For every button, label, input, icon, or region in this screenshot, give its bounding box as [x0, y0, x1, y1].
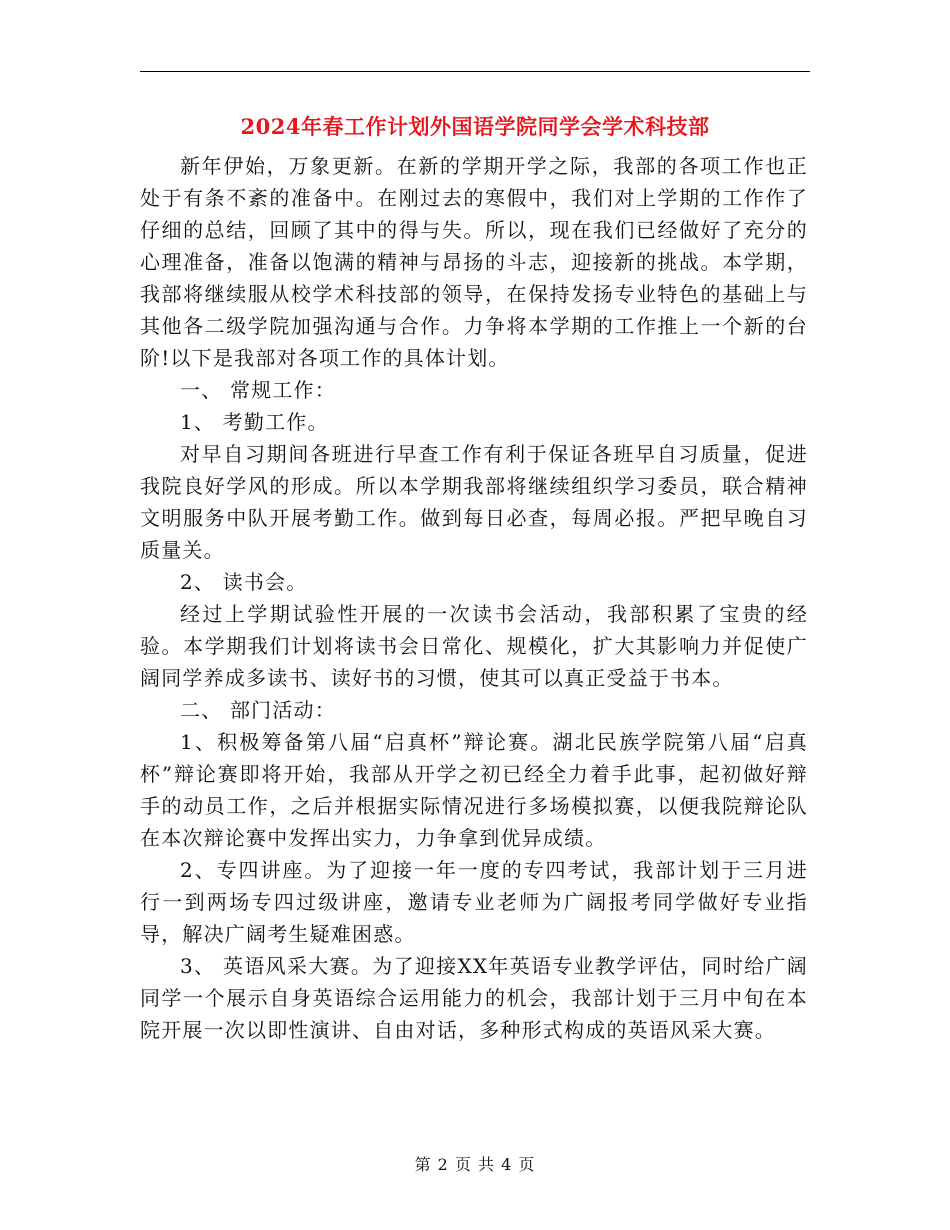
- paragraph-debate-contest: 1、积极筹备第八届“启真杯”辩论赛。湖北民族学院第八届“启真杯”辩论赛即将开始，我部从开学之初已经全力着手此事，起初做好辩手的动员工作，之后并根据实际情况进行多场模拟赛，以便我院辩论队在本次辩论赛中发挥出实力，力争拿到优异成绩。: [140, 730, 808, 850]
- paragraph-english-contest: 3、 英语风采大赛。为了迎接XX年英语专业教学评估，同时给广阔同学一个展示自身英语综合运用能力的机会，我部计划于三月中旬在本院开展一次以即性演讲、自由对话，多种形式构成的英语风采大赛。: [140, 954, 808, 1042]
- header-rule: [140, 71, 810, 72]
- page-number: 第 2 页 共 4 页: [414, 1155, 536, 1174]
- section-heading-department-activities: 二、 部门活动：: [180, 698, 336, 722]
- paragraph-tem4-lecture: 2、专四讲座。为了迎接一年一度的专四考试，我部计划于三月进行一到两场专四过级讲座，邀请专业老师为广阔报考同学做好专业指导，解决广阔考生疑难困惑。: [140, 858, 808, 946]
- paragraph-intro: 新年伊始，万象更新。在新的学期开学之际，我部的各项工作也正处于有条不紊的准备中。在刚过去的寒假中，我们对上学期的工作作了仔细的总结，回顾了其中的得与失。所以，现在我们已经做好了充分的心理准备，准备以饱满的精神与昂扬的斗志，迎接新的挑战。本学期，我部将继续服从校学术科技部的领导，在保持发扬专业特色的基础上与其他各二级学院加强沟通与合作。力争将本学期的工作推上一个新的台阶!以下是我部对各项工作的具体计划。: [140, 154, 808, 370]
- document-body: [140, 150, 808, 1046]
- section-heading-routine-work: 一、 常规工作：: [180, 378, 336, 402]
- document-title: 2024年春工作计划外国语学院同学会学术科技部: [240, 114, 710, 139]
- subheading-attendance: 1、 考勤工作。: [180, 410, 329, 434]
- subheading-reading-club: 2、 读书会。: [180, 570, 308, 594]
- paragraph-attendance: 对早自习期间各班进行早查工作有利于保证各班早自习质量，促进我院良好学风的形成。所以本学期我部将继续组织学习委员，联合精神文明服务中队开展考勤工作。做到每日必查，每周必报。严把早晚自习质量关。: [140, 442, 808, 562]
- paragraph-reading-club: 经过上学期试验性开展的一次读书会活动，我部积累了宝贵的经验。本学期我们计划将读书会日常化、规模化，扩大其影响力并促使广阔同学养成多读书、读好书的习惯，使其可以真正受益于书本。: [140, 602, 808, 690]
